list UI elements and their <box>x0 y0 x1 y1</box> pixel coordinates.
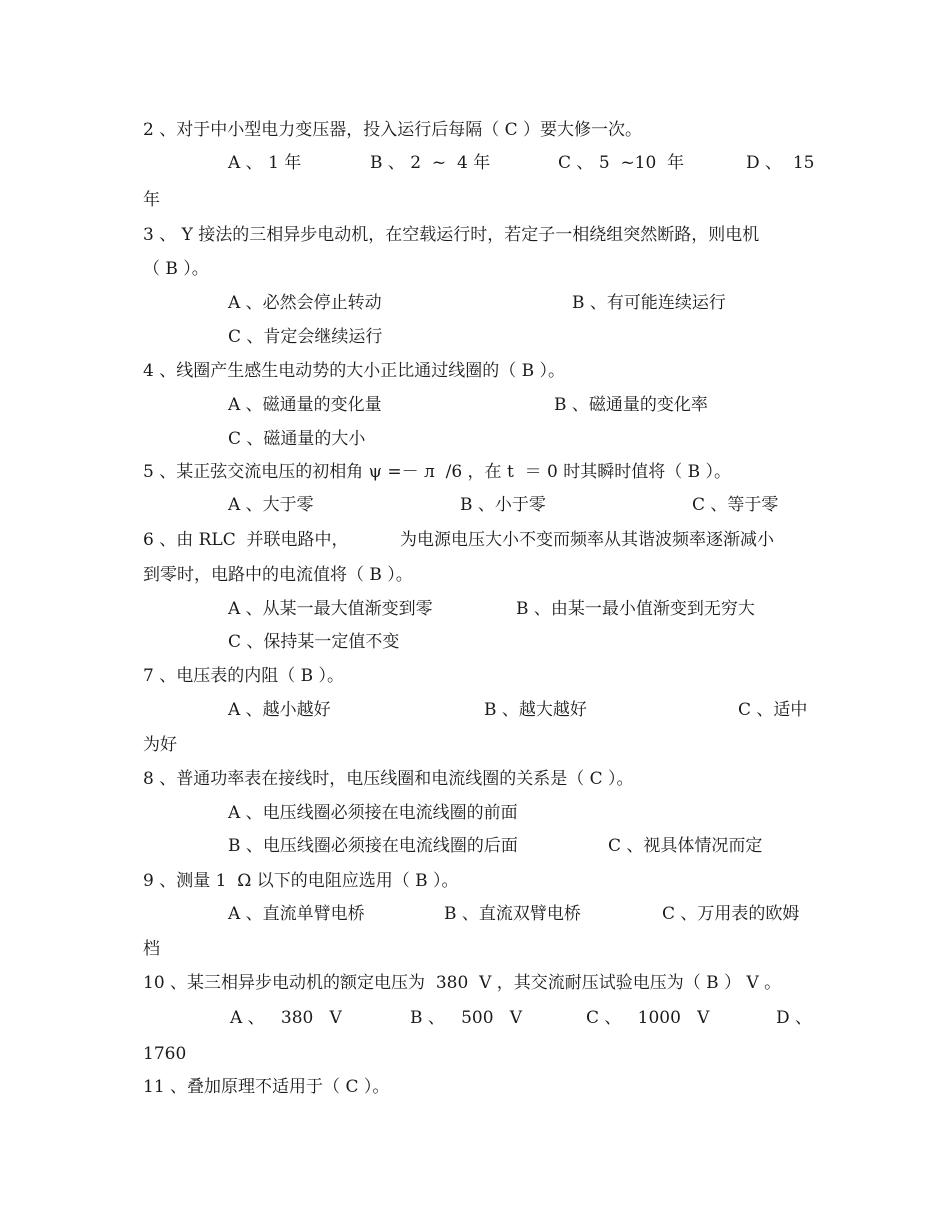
question-6-option-a: A 、从某一最大值渐变到零 <box>228 599 433 619</box>
question-8-option-c: C 、视具体情况而定 <box>608 836 763 856</box>
question-7-option-c-wrap: 为好 <box>143 735 177 755</box>
question-2-option-d: D 、 15 <box>746 153 815 173</box>
question-5: 5 、某正弦交流电压的初相角 ψ =－ л /6 ，在 t ＝ 0 时其瞬时值将（ B ）。 <box>143 462 732 482</box>
question-7-option-a: A 、越小越好 <box>228 700 331 720</box>
question-2-option-d-wrap: 年 <box>143 190 160 210</box>
question-5-option-a: A 、大于零 <box>228 495 314 515</box>
question-8-option-b: B 、电压线圈必须接在电流线圈的后面 <box>228 836 518 856</box>
question-10-option-a: A 、 380 V <box>230 1008 342 1028</box>
question-2-option-a: A 、 1 年 <box>228 153 302 173</box>
question-4-option-a: A 、磁通量的变化量 <box>228 395 382 415</box>
question-4-option-c: C 、磁通量的大小 <box>228 429 366 449</box>
question-5-option-b: B 、小于零 <box>460 495 546 515</box>
question-4: 4 、线圈产生感生电动势的大小正比通过线圈的（ B ）。 <box>143 361 566 381</box>
question-6-option-c: C 、保持某一定值不变 <box>228 632 400 652</box>
question-8-option-a: A 、电压线圈必须接在电流线圈的前面 <box>228 803 518 823</box>
question-2: 2 、对于中小型电力变压器，投入运行后每隔（ C ）要大修一次。 <box>143 120 643 140</box>
question-3-option-a: A 、必然会停止转动 <box>228 293 382 313</box>
question-4-option-b: B 、磁通量的变化率 <box>554 395 708 415</box>
question-6-option-b: B 、由某一最小值渐变到无穷大 <box>516 599 755 619</box>
question-3-option-b: B 、有可能连续运行 <box>572 293 726 313</box>
question-2-option-b: B 、 2 ~ 4 年 <box>370 153 491 173</box>
question-9-option-c: C 、万用表的欧姆 <box>662 904 800 924</box>
question-9-option-a: A 、直流单臂电桥 <box>228 904 365 924</box>
question-6-continued: 为电源电压大小不变而频率从其谐波频率逐渐减小 <box>400 530 774 550</box>
question-7-option-b: B 、越大越好 <box>484 700 587 720</box>
question-9-option-b: B 、直流双臂电桥 <box>444 904 581 924</box>
question-3-option-c: C 、肯定会继续运行 <box>228 327 383 347</box>
question-10: 10 、某三相异步电动机的额定电压为 380 V ，其交流耐压试验电压为（ B ） V 。 <box>143 973 782 993</box>
question-7-option-c: C 、适中 <box>738 700 808 720</box>
question-9-option-c-wrap: 档 <box>143 939 160 959</box>
question-8: 8 、普通功率表在接线时，电压线圈和电流线圈的关系是（ C ）。 <box>143 769 634 789</box>
question-11: 11 、叠加原理不适用于（ C ）。 <box>143 1077 390 1097</box>
question-9: 9 、测量 1 Ω 以下的电阻应选用（ B ）。 <box>143 871 459 891</box>
question-10-option-c: C 、 1000 V <box>586 1008 710 1028</box>
question-6-wrap: 到零时，电路中的电流值将（ B ）。 <box>143 565 413 585</box>
question-10-option-d: D 、 <box>776 1008 813 1028</box>
question-5-option-c: C 、等于零 <box>692 495 779 515</box>
question-6: 6 、由 RLC 并联电路中， <box>143 530 349 550</box>
question-7: 7 、电压表的内阻（ B ）。 <box>143 666 345 686</box>
question-3-answer: （ B ）。 <box>143 259 209 279</box>
question-2-option-c: C 、 5 ~10 年 <box>558 153 685 173</box>
question-10-option-b: B 、 500 V <box>410 1008 523 1028</box>
question-10-option-d-wrap: 1760 <box>143 1044 187 1064</box>
question-3: 3 、 Y 接法的三相异步电动机，在空载运行时，若定子一相绕组突然断路，则电机 <box>143 225 760 245</box>
